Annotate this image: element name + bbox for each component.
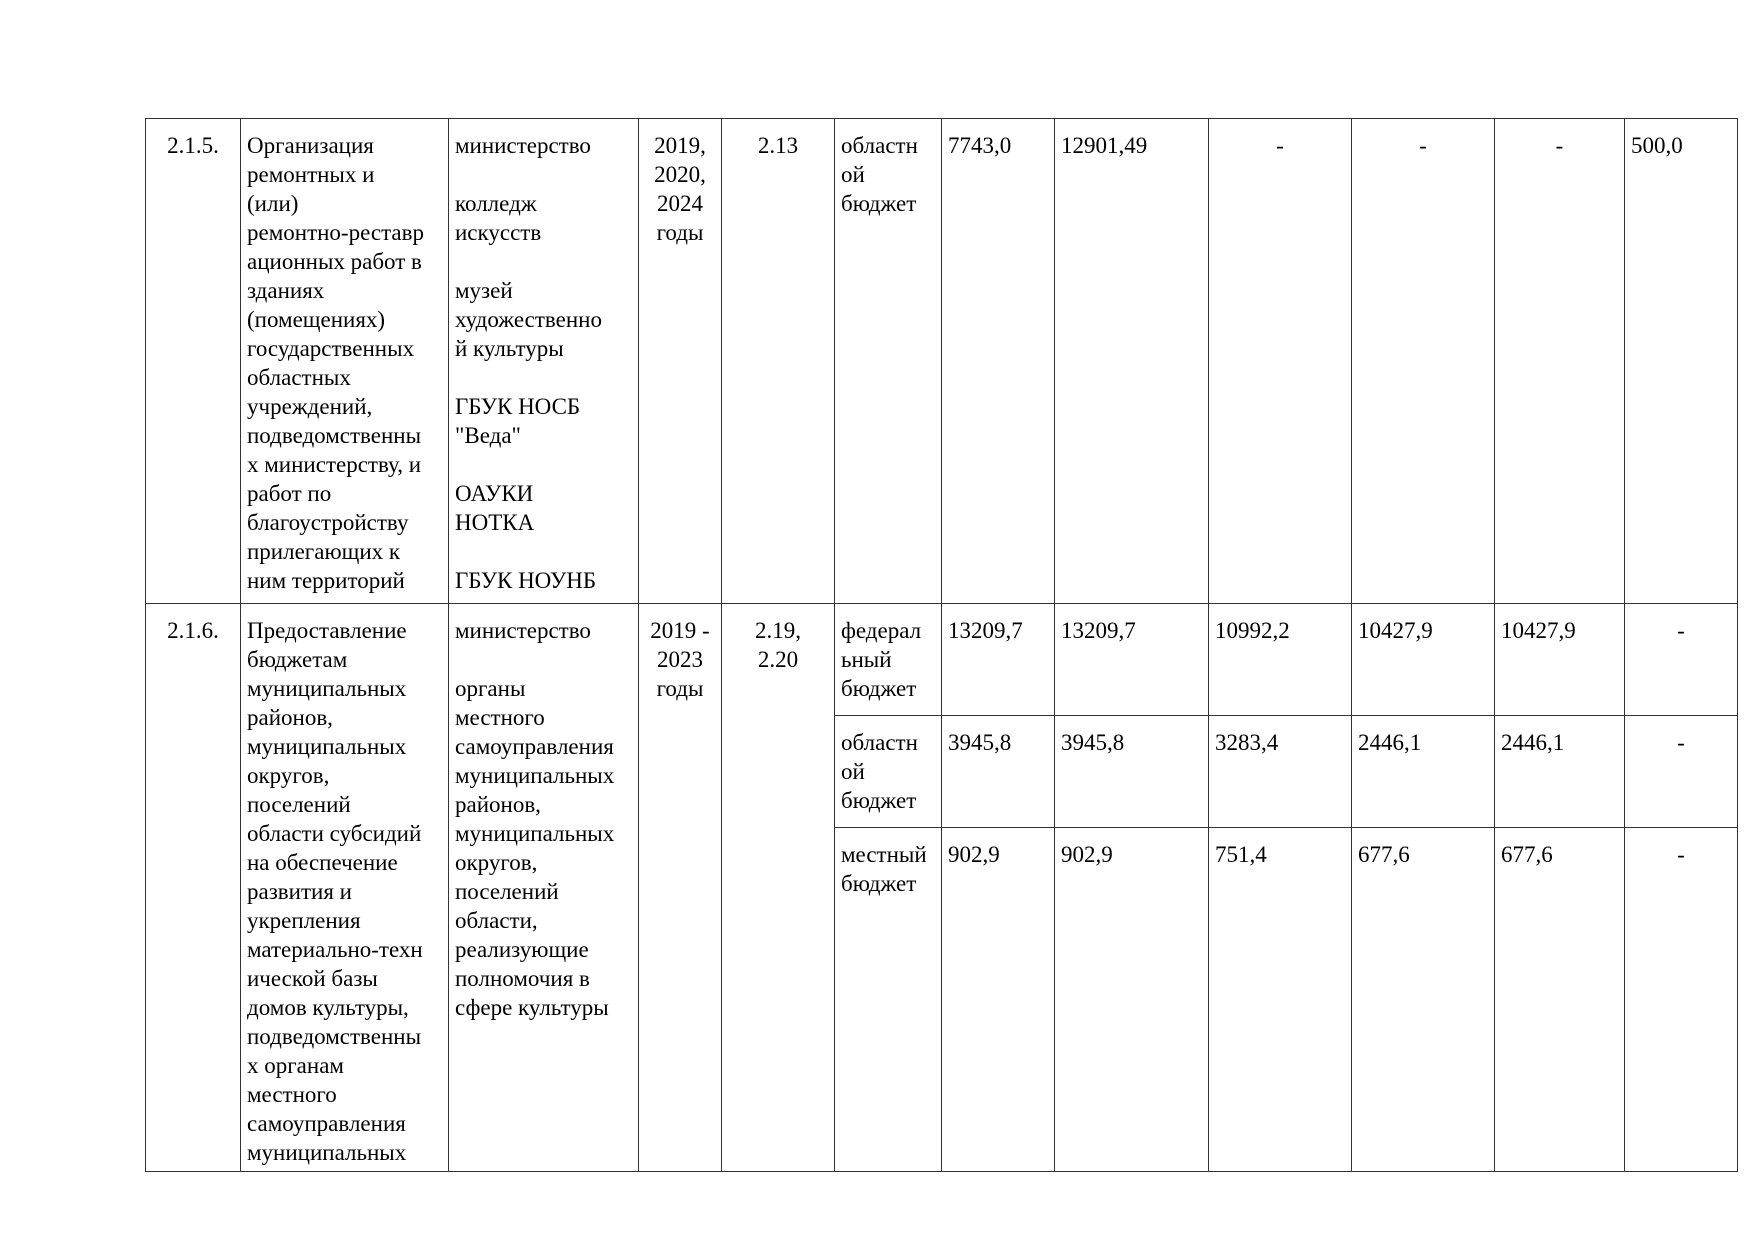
item-name: Предоставление бюджетам муниципальных районов, муниципальных округов, поселений области субсидий на обеспечение развития и укрепления материально-техн ической базы домов культуры, подведомственны х органам местного самоуправления муниципальных <box>241 604 449 1172</box>
finance-value-3: - <box>1209 119 1352 604</box>
finance-value-1: 902,9 <box>942 828 1055 1172</box>
finance-value-4: 2446,1 <box>1352 716 1495 828</box>
finance-value-4: 10427,9 <box>1352 604 1495 716</box>
item-executors: министерство органы местного самоуправления муниципальных районов, муниципальных округов, поселений области, реализующие полномочия в сфере культуры <box>449 604 639 1172</box>
finance-value-5: 10427,9 <box>1495 604 1625 716</box>
item-name: Организация ремонтных и (или) ремонтно-реставр ационных работ в зданиях (помещениях) государственных областных учреждений, подведомственны х министерству, и работ по благоустройству прилегающих к ним территорий <box>241 119 449 604</box>
item-years: 2019 - 2023 годы <box>639 604 722 1172</box>
finance-value-3: 10992,2 <box>1209 604 1352 716</box>
finance-source: местный бюджет <box>835 828 942 1172</box>
finance-value-5: 677,6 <box>1495 828 1625 1172</box>
finance-source: областн ой бюджет <box>835 716 942 828</box>
finance-value-3: 751,4 <box>1209 828 1352 1172</box>
finance-source: областн ой бюджет <box>835 119 942 604</box>
finance-value-1: 13209,7 <box>942 604 1055 716</box>
finance-value-2: 12901,49 <box>1055 119 1209 604</box>
finance-value-5: 2446,1 <box>1495 716 1625 828</box>
finance-value-2: 3945,8 <box>1055 716 1209 828</box>
item-indicator: 2.19, 2.20 <box>722 604 835 1172</box>
program-activities-table <box>145 118 1738 1172</box>
table-row <box>146 604 1738 716</box>
finance-value-2: 13209,7 <box>1055 604 1209 716</box>
finance-value-6: 500,0 <box>1625 119 1738 604</box>
item-number: 2.1.5. <box>146 119 241 604</box>
finance-value-4: - <box>1352 119 1495 604</box>
finance-value-4: 677,6 <box>1352 828 1495 1172</box>
finance-value-2: 902,9 <box>1055 828 1209 1172</box>
finance-source: федерал ьный бюджет <box>835 604 942 716</box>
item-years: 2019, 2020, 2024 годы <box>639 119 722 604</box>
item-number: 2.1.6. <box>146 604 241 1172</box>
finance-value-6: - <box>1625 604 1738 716</box>
item-indicator: 2.13 <box>722 119 835 604</box>
finance-value-6: - <box>1625 828 1738 1172</box>
finance-value-6: - <box>1625 716 1738 828</box>
finance-value-5: - <box>1495 119 1625 604</box>
table-row <box>146 119 1738 604</box>
finance-value-3: 3283,4 <box>1209 716 1352 828</box>
item-executors: министерство колледж искусств музей художественно й культуры ГБУК НОСБ "Веда" ОАУКИ НОТКА ГБУК НОУНБ <box>449 119 639 604</box>
finance-value-1: 3945,8 <box>942 716 1055 828</box>
finance-value-1: 7743,0 <box>942 119 1055 604</box>
